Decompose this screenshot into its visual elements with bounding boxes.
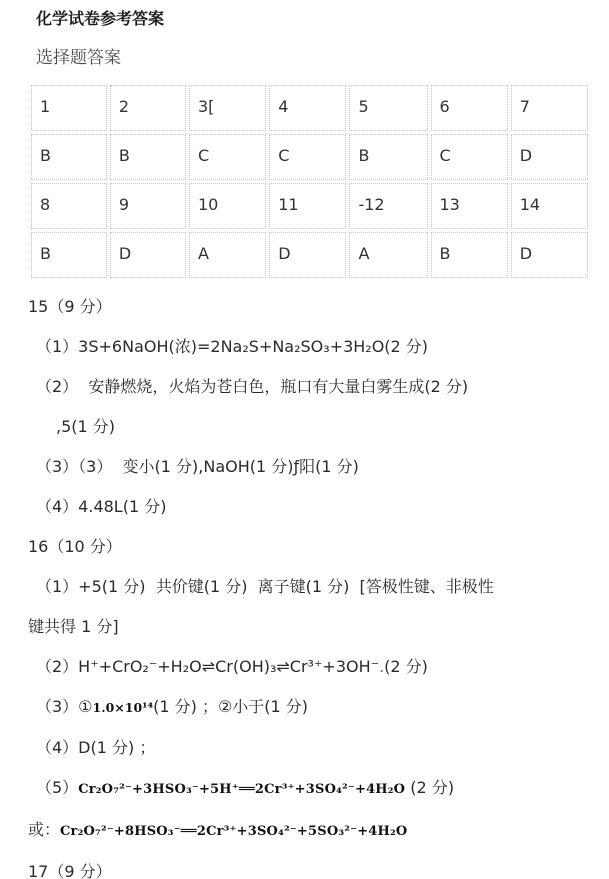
- ionic-equation-alt: Cr₂O₇²⁻+8HSO₃⁻══2Cr³⁺+3SO₄²⁻+5SO₃²⁻+4H₂O: [60, 824, 408, 839]
- answer-cell: D: [511, 134, 588, 180]
- answer-cell: B: [349, 134, 427, 180]
- section-subtitle: 选择题答案: [36, 48, 121, 68]
- q15-answer-2b: ,5(1 分): [56, 417, 116, 436]
- table-row-question-numbers-1: [31, 85, 588, 131]
- q16-answer-3: [36, 687, 591, 728]
- table-row-answers-1: [31, 134, 588, 180]
- item-prefix: （3）①: [36, 697, 93, 716]
- answer-cell: 13: [431, 183, 508, 229]
- answer-cell: 9: [110, 183, 186, 229]
- score-note: (1 分) ；②小于(1 分): [153, 697, 309, 716]
- answer-cell: 8: [31, 183, 107, 229]
- q16-answer-5-alternative: [28, 810, 591, 852]
- ionic-equation: Cr₂O₇²⁻+3HSO₃⁻+5H⁺══2Cr³⁺+3SO₄²⁻+4H₂O: [78, 782, 406, 797]
- q16-header: 16（10 分）: [28, 537, 122, 556]
- answer-cell: 1: [31, 85, 107, 131]
- answer-cell: D: [511, 232, 588, 278]
- q15-answer-2: （2） 安静燃烧，火焰为苍白色，瓶口有大量白雾生成(2 分): [36, 377, 469, 396]
- q16-answer-4: （4）D(1 分) ；: [36, 738, 156, 757]
- answer-cell: C: [189, 134, 266, 180]
- answer-cell: 2: [110, 85, 186, 131]
- answer-cell: C: [269, 134, 346, 180]
- answer-cell: A: [349, 232, 427, 278]
- answer-cell: 6: [431, 85, 508, 131]
- table-row-answers-2: [31, 232, 588, 278]
- score-note: (2 分): [405, 778, 455, 797]
- answer-cell: B: [31, 134, 107, 180]
- answer-table: [28, 82, 591, 281]
- answer-cell: 4: [269, 85, 346, 131]
- item-prefix: 或：: [28, 820, 61, 839]
- answer-cell: B: [110, 134, 186, 180]
- q16-answer-2-equation: [36, 647, 591, 687]
- q15-answer-1: （1）3S+6NaOH(浓)=2Na₂S+Na₂SO₃+3H₂O(2 分): [36, 337, 429, 356]
- q15-answer-4: （4）4.48L(1 分): [36, 497, 167, 516]
- q16-answer-1-line2: 键共得 1 分]: [28, 617, 119, 636]
- table-row-question-numbers-2: [31, 183, 588, 229]
- answer-cell: 7: [511, 85, 588, 131]
- answer-cell: A: [189, 232, 266, 278]
- answer-cell: D: [110, 232, 186, 278]
- answer-cell: 14: [511, 183, 588, 229]
- page-title: 化学试卷参考答案: [36, 9, 165, 28]
- q16-answer-1-line1: （1）+5(1 分) 共价键(1 分) 离子键(1 分) [答极性键、非极性: [36, 577, 494, 596]
- equilibrium-equation: （2）H⁺+CrO₂⁻+H₂O⇌Cr(OH)₃⇌Cr³⁺+3OH⁻: [36, 657, 380, 676]
- answer-cell: -12: [349, 183, 427, 229]
- answer-cell: D: [269, 232, 346, 278]
- kw-value: 1.0×10¹⁴: [92, 700, 154, 715]
- period-mark: .: [379, 657, 385, 676]
- answer-cell: C: [431, 134, 508, 180]
- answer-cell: 3[: [189, 85, 266, 131]
- item-prefix: （5）: [36, 778, 79, 797]
- q17-header: 17（9 分）: [28, 862, 112, 879]
- q16-answer-5: [36, 768, 591, 810]
- answer-cell: B: [31, 232, 107, 278]
- q15-header: 15（9 分）: [28, 297, 112, 316]
- score-note: (2 分): [384, 657, 428, 676]
- answer-cell: 10: [189, 183, 266, 229]
- q15-answer-3: （3）（3） 变小(1 分),NaOH(1 分)ƒ阳(1 分): [36, 457, 359, 476]
- answer-cell: B: [431, 232, 508, 278]
- answer-cell: 11: [269, 183, 346, 229]
- answer-cell: 5: [349, 85, 427, 131]
